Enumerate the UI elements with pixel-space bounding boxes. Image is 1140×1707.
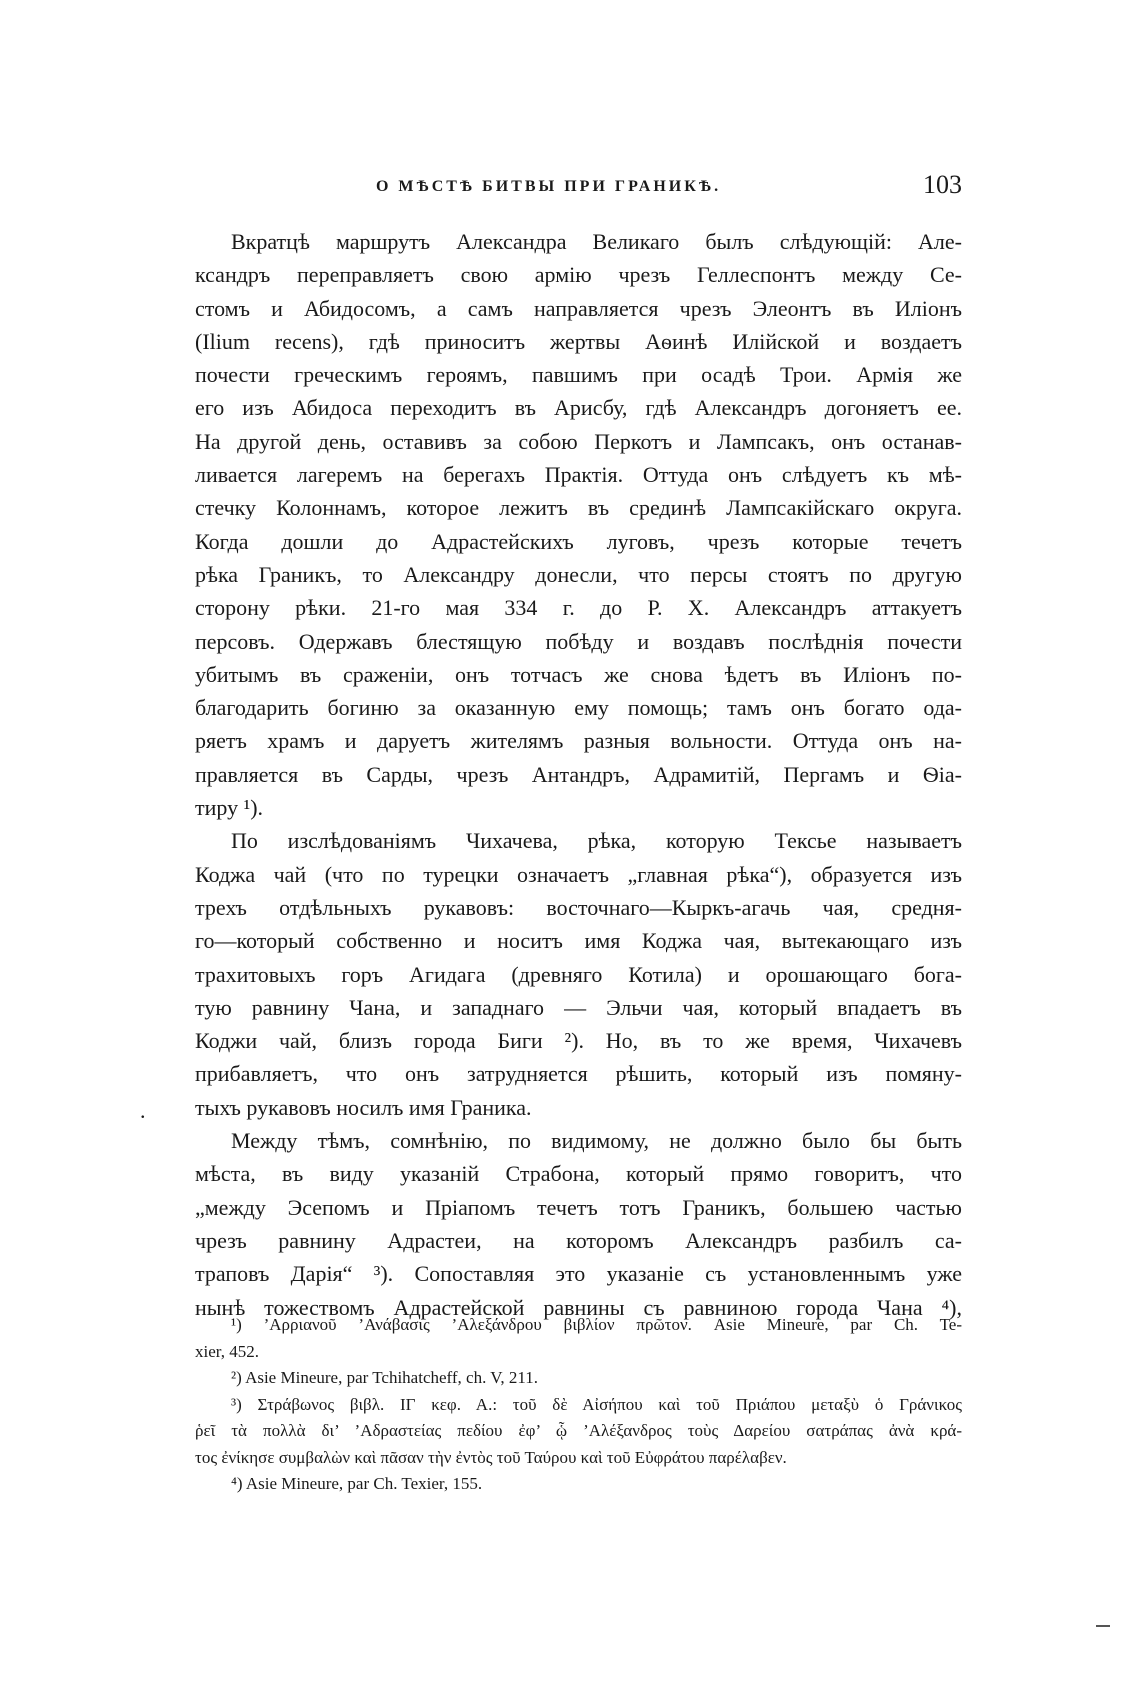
footnote-line: ῥεῖ τὰ πολλὰ δι’ ’Αδραστείας πεδίου ἐφ’ ᾧ ’Αλέξανδρος τοὺς Δαρείου σατράπας ἀνὰ κρά- — [195, 1421, 962, 1440]
text-line: стомъ и Абидосомъ, а самъ направляется чрезъ Элеонтъ въ Иліонъ — [195, 295, 962, 321]
text-line: Коджи чай, близъ города Биги ²). Но, въ то же время, Чихачевъ — [195, 1028, 962, 1054]
text-line: ливается лагеремъ на берегахъ Практія. Оттуда онъ слѣдуетъ къ мѣ- — [195, 462, 962, 488]
text-line: На другой день, оставивъ за собою Перкотъ и Лампсакъ, онъ останав- — [195, 428, 962, 454]
text-line: го—который собственно и носитъ имя Коджа чая, вытекающаго изъ — [195, 928, 962, 954]
text-line: тиру ¹). — [195, 795, 264, 821]
text-line: траповъ Дарія“ ³). Сопоставляя это указаніе съ установленнымъ уже — [195, 1261, 962, 1287]
footnote-line: ¹) ’Αρριανοῦ ’Ανάβασις ’Αλεξάνδρου βιβλίον πρῶτον. Asie Mineure, par Ch. Te- — [231, 1315, 962, 1334]
text-line: рѣка Граникъ, то Александру донесли, что персы стоятъ по другую — [195, 561, 962, 587]
footnotes — [195, 1312, 962, 1498]
footnote-line: ³) Στράβωνος βιβλ. ΙΓ κεφ. Α.: τοῦ δὲ Αἰσήπου καὶ τοῦ Πριάπου μεταξὺ ὁ Γράνικος — [231, 1394, 962, 1414]
paragraph — [195, 1124, 962, 1324]
footnote-line: ⁴) Asie Mineure, par Ch. Texier, 155. — [231, 1474, 483, 1493]
page-number: 103 — [923, 170, 962, 199]
footnote — [195, 1471, 962, 1498]
paragraph — [195, 824, 962, 1124]
text-line: почести греческимъ героямъ, павшимъ при осадѣ Трои. Армія же — [195, 362, 962, 388]
footnote — [195, 1312, 962, 1365]
text-line: мѣста, въ виду указаній Страбона, который прямо говоритъ, что — [195, 1161, 962, 1187]
margin-dot: . — [140, 1098, 146, 1123]
text-line: чрезъ равнину Адрастеи, на которомъ Александръ разбилъ са- — [195, 1227, 962, 1253]
main-text — [195, 225, 962, 1324]
text-line: (Ilium recens), гдѣ приноситъ жертвы Аѳинѣ Илійской и воздаетъ — [195, 328, 962, 354]
text-line: трехъ отдѣльныхъ рукавовъ: восточнаго—Кыркъ-агачь чая, средня- — [195, 894, 962, 920]
text-line: ксандръ переправляетъ свою армію чрезъ Геллеспонтъ между Се- — [195, 262, 962, 288]
paragraph — [195, 225, 962, 824]
running-title: О МѢСТѢ БИТВЫ ПРИ ГРАНИКѢ. — [375, 178, 722, 195]
text-line: прибавляетъ, что онъ затрудняется рѣшить, который изъ помяну- — [195, 1061, 962, 1087]
scan-edge-mark — [1096, 1625, 1110, 1627]
text-line: убитымъ въ сраженіи, онъ тотчасъ же снова ѣдетъ въ Иліонъ по- — [195, 661, 962, 687]
page-header — [195, 170, 962, 210]
text-line: стечку Колоннамъ, которое лежитъ въ срединѣ Лампсакійскаго округа. — [195, 495, 962, 521]
text-line: персовъ. Одержавъ блестящую побѣду и воздавъ послѣднія почести — [195, 628, 962, 654]
text-line: его изъ Абидоса переходитъ въ Арисбу, гдѣ Александръ догоняетъ ее. — [195, 395, 962, 421]
footnote-line: xier, 452. — [195, 1341, 259, 1361]
text-line: трахитовыхъ горъ Агидага (древняго Котила) и орошающаго бога- — [195, 961, 962, 987]
text-line: правляется въ Сарды, чрезъ Антандръ, Адрамитій, Пергамъ и Ѳіа- — [195, 761, 962, 787]
footnote-line: ²) Asie Mineure, par Tchihatcheff, ch. V, 211. — [231, 1368, 539, 1387]
text-line: тыхъ рукавовъ носилъ имя Граника. — [195, 1094, 532, 1120]
text-line: ряетъ храмъ и даруетъ жителямъ разныя вольности. Оттуда онъ на- — [195, 728, 962, 754]
text-line: сторону рѣки. 21-го мая 334 г. до Р. Х. Александръ аттакуетъ — [195, 595, 962, 621]
footnote-line: τος ἐνίκησε συμβαλὼν καὶ πᾶσαν τὴν ἐντὸς τοῦ Ταύρου καὶ τοῦ Εὐφράτου παρέλαβεν. — [195, 1447, 787, 1467]
text-line: По изслѣдованіямъ Чихачева, рѣка, которую Тексье называетъ — [231, 828, 962, 854]
text-line: „между Эсепомъ и Пріапомъ течетъ тотъ Граникъ, большею частью — [195, 1194, 962, 1220]
text-line: Когда дошли до Адрастейскихъ луговъ, чрезъ которые течетъ — [195, 528, 962, 554]
text-line: Коджа чай (что по турецки означаетъ „главная рѣка“), образуется изъ — [195, 861, 962, 887]
text-line: Вкратцѣ маршрутъ Александра Великаго былъ слѣдующій: Але- — [231, 229, 962, 254]
footnote — [195, 1365, 962, 1392]
text-line: тую равнину Чана, и западнаго — Эльчи чая, который впадаетъ въ — [195, 994, 962, 1020]
footnote — [195, 1392, 962, 1472]
text-line: нынѣ тожествомъ Адрастейской равнины съ равниною города Чана ⁴), — [195, 1294, 962, 1320]
text-line: благодарить богиню за оказанную ему помощь; тамъ онъ богато ода- — [195, 695, 962, 721]
text-line: Между тѣмъ, сомнѣнію, по видимому, не должно было бы быть — [231, 1128, 962, 1154]
